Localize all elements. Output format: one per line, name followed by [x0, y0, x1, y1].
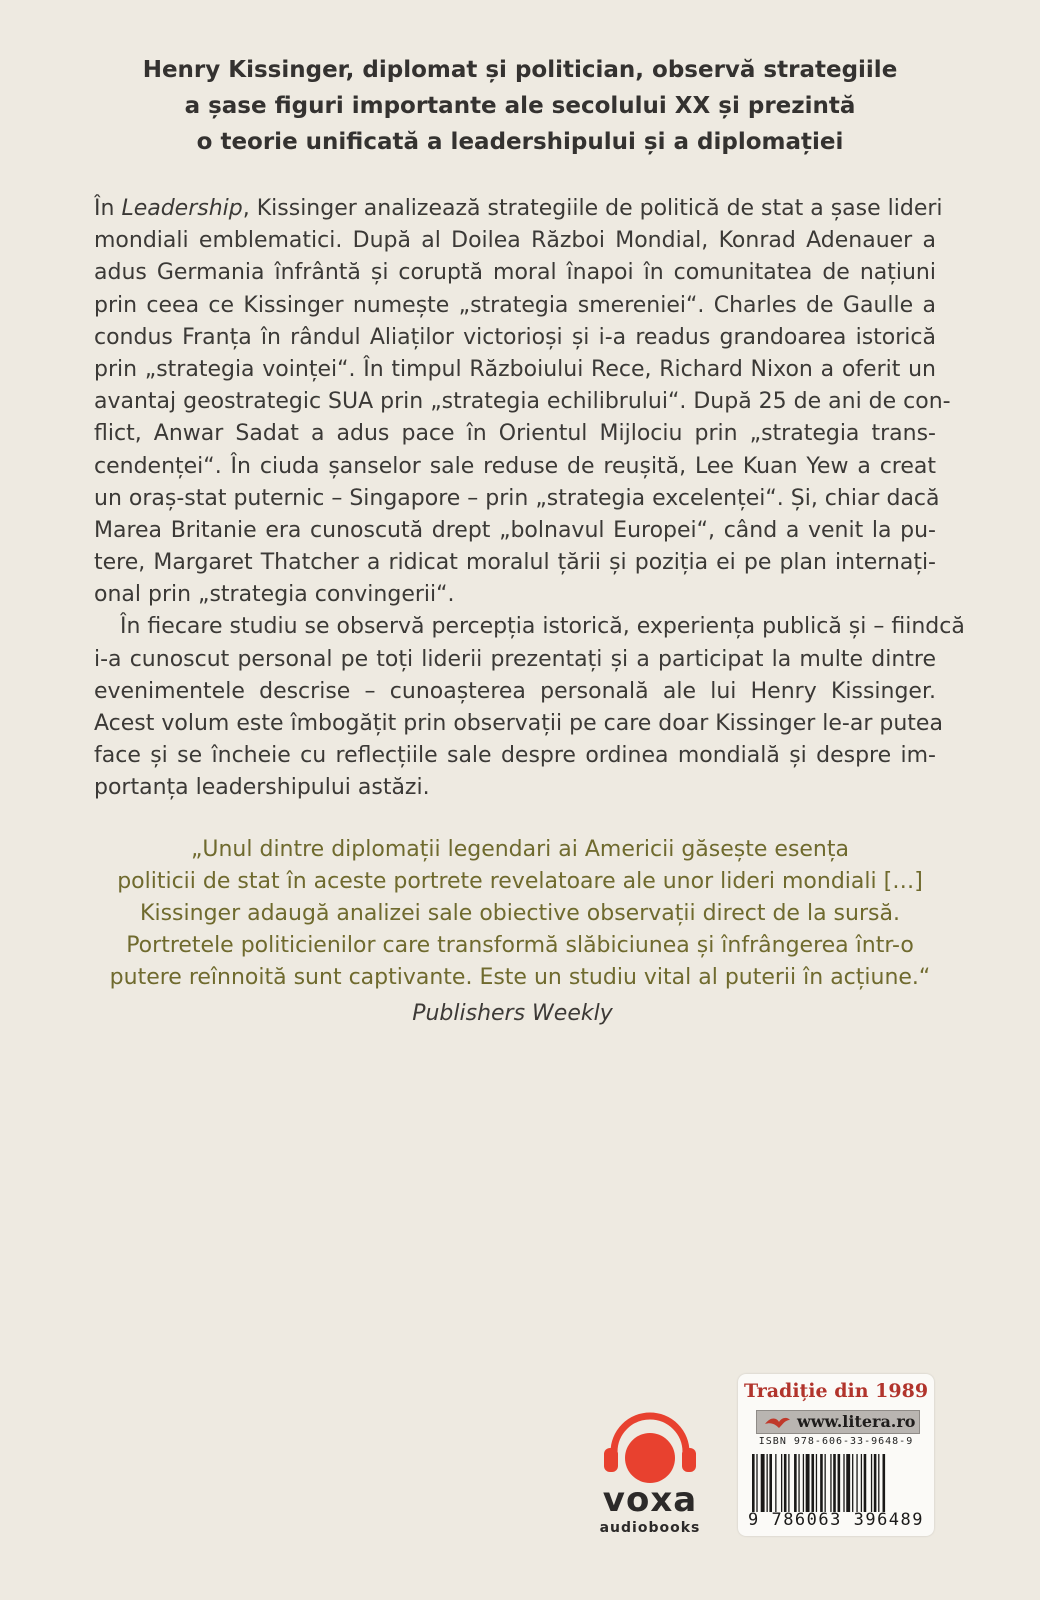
barcode-bar — [761, 1454, 765, 1512]
barcode-bar — [833, 1454, 836, 1512]
barcode-bar — [756, 1454, 757, 1512]
barcode-bar — [752, 1454, 755, 1512]
website-url: www.litera.ro — [797, 1412, 916, 1431]
headline-line: Henry Kissinger, diplomat și politician, observă strategiile — [142, 57, 898, 83]
quote-line: Kissinger adaugă analizei sale obiective observații direct de la sursă. — [140, 901, 900, 926]
paragraph-line: portanța leadershipului astăzi. — [94, 775, 430, 801]
barcode-bar — [830, 1454, 831, 1512]
barcode-bar — [767, 1454, 768, 1512]
barcode-bar — [784, 1454, 787, 1512]
paragraph-line: i-a cunoscut personal pe toți liderii prezentați și a participat la multe dintre — [94, 646, 936, 672]
paragraph-line: avantaj geostrategic SUA prin „strategia echilibrului“. După 25 de ani de con- — [94, 389, 951, 415]
barcode-bar — [846, 1454, 850, 1512]
quote-line: politicii de stat în aceste portrete revelatoare ale unor lideri mondiali […] — [117, 869, 923, 894]
barcode-bar — [781, 1454, 782, 1512]
barcode-bar — [806, 1454, 810, 1512]
barcode-digits: 9 786063 396489 — [747, 1510, 925, 1530]
barcode-bar — [788, 1454, 789, 1512]
paragraph-line: onal prin „strategia convingerii“. — [94, 582, 455, 608]
barcode-bar — [811, 1454, 814, 1512]
publisher-sticker — [738, 1374, 934, 1536]
paragraph-line: În fiecare studiu se observă percepția istorică, experiența publică și – fiindcă — [120, 614, 965, 640]
paragraph-line: mondiali emblematici. După al Doilea Război Mondial, Konrad Adenauer a — [94, 228, 936, 254]
sticker-title: Tradiție din 1989 — [743, 1380, 929, 1402]
paragraph-line: În Leadership, Kissinger analizează strategiile de politică de stat a șase lideri — [94, 196, 943, 221]
barcode-bar — [769, 1454, 772, 1512]
barcode-bar — [838, 1454, 841, 1512]
paragraph-line: Marea Britanie era cunoscută drept „bolnavul Europei“, când a venit la pu- — [94, 517, 936, 543]
paragraph-line: face și se încheie cu reflecțiile sale despre ordinea mondială și despre im- — [94, 743, 936, 769]
paragraph-line: tere, Margaret Thatcher a ridicat moralul țării și poziția ei pe plan internați- — [94, 550, 936, 576]
barcode-bar — [843, 1454, 844, 1512]
barcode-bar — [775, 1454, 776, 1512]
barcode — [750, 1454, 926, 1512]
barcode-bar — [871, 1454, 872, 1512]
brand-logo-text: voxa — [602, 1480, 698, 1520]
headline — [60, 52, 980, 160]
publisher-bird-icon — [763, 1414, 791, 1430]
description — [94, 193, 965, 805]
barcode-bar — [861, 1454, 862, 1512]
review-quote — [60, 834, 980, 994]
quote-line: „Unul dintre diplomații legendari ai Americii găsește esența — [190, 837, 849, 862]
barcode-bar — [820, 1454, 823, 1512]
headline-line: a șase figuri importante ale secolului XX și prezintă — [184, 93, 856, 119]
book-title: Leadership — [121, 196, 243, 221]
barcode-bar — [874, 1454, 877, 1512]
barcode-bar — [864, 1454, 867, 1512]
quote-source: Publishers Weekly — [412, 1001, 613, 1026]
paragraph-line: evenimentele descrise – cunoașterea personală ale lui Henry Kissinger. — [94, 678, 936, 704]
paragraph-line: prin ceea ce Kissinger numește „strategia smereniei“. Charles de Gaulle a — [94, 292, 936, 318]
barcode-bar — [798, 1454, 799, 1512]
barcode-bar — [852, 1454, 853, 1512]
barcode-bar — [803, 1454, 804, 1512]
barcode-bar — [825, 1454, 826, 1512]
description-paragraph-2 — [94, 611, 965, 804]
barcode-bar — [816, 1454, 817, 1512]
paragraph-line: flict, Anwar Sadat a adus pace în Orientul Mijlociu prin „strategia trans- — [94, 421, 936, 447]
isbn-label: ISBN 978-606-33-9648-9 — [758, 1436, 914, 1447]
website-banner — [756, 1410, 920, 1434]
quote-line: putere reînnoită sunt captivante. Este un studiu vital al puterii în acțiune.“ — [109, 965, 931, 990]
quote-line: Portretele politicienilor care transformă slăbiciunea și înfrângerea într-o — [126, 933, 914, 958]
barcode-bar — [883, 1454, 886, 1512]
brand-tagline: audiobooks — [599, 1520, 701, 1536]
barcode-bar — [856, 1454, 857, 1512]
headline-line: o teorie unificată a leadershipului și a diplomației — [196, 129, 844, 155]
paragraph-line: adus Germania înfrântă și coruptă moral înapoi în comunitatea de națiuni — [94, 260, 936, 286]
barcode-bar — [878, 1454, 879, 1512]
paragraph-line: condus Franța în rândul Aliaților victorioși și i-a readus grandoarea istorică — [94, 324, 936, 350]
paragraph-line: cendenței“. În ciuda șanselor sale reduse de reușită, Lee Kuan Yew a creat — [94, 453, 936, 479]
description-paragraph-1 — [94, 193, 951, 611]
paragraph-line: un oraș-stat puternic – Singapore – prin „strategia excelenței“. Și, chiar dacă — [94, 485, 940, 511]
barcode-bar — [794, 1454, 797, 1512]
paragraph-line: Acest volum este îmbogățit prin observații pe care doar Kissinger le-ar putea — [94, 711, 943, 736]
paragraph-line: prin „strategia voinței“. În timpul Războiului Rece, Richard Nixon a oferit un — [94, 356, 936, 382]
